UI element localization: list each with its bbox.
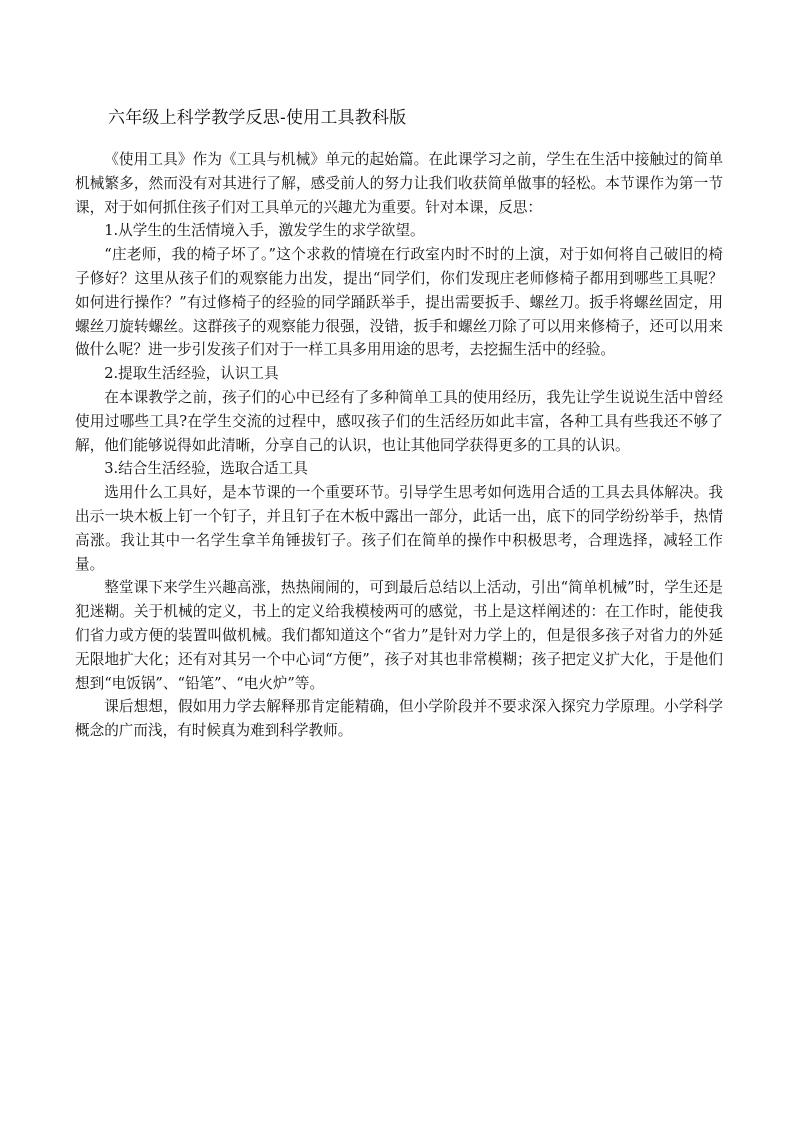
section-paragraph-3: 选用什么工具好，是本节课的一个重要环节。引导学生思考如何选用合适的工具去具体解决。我出示一块木板上钉一个钉子，并且钉子在木板中露出一部分，此话一出，底下的同学纷纷举手，热情高涨。我让其中一名学生拿羊角锤拔钉子。孩子们在简单的操作中积极思考，合理选择，减轻工作量。 [75, 484, 723, 573]
afterthought-paragraph: 课后想想，假如用力学去解释那肯定能精确，但小学阶段并不要求深入探究力学原理。小学科学概念的广而浅，有时候真为难到科学教师。 [75, 698, 723, 740]
section-heading-2: 2.提取生活经验，认识工具 [104, 365, 279, 383]
document-body [75, 148, 723, 743]
section-heading-1: 1.从学生的生活情境入手，激发学生的求学欲望。 [104, 222, 425, 240]
section-paragraph-2: 在本课教学之前，孩子们的心中已经有了多种简单工具的使用经历，我先让学生说说生活中曾经使用过哪些工具?在学生交流的过程中，感叹孩子们的生活经历如此丰富，各种工具有些我还不够了解，他们能够说得如此清晰，分享自己的认识，也让其他同学获得更多的工具的认识。 [75, 388, 723, 454]
summary-paragraph: 整堂课下来学生兴趣高涨，热热闹闹的，可到最后总结以上活动，引出“简单机械”时，学生还是犯迷糊。关于机械的定义，书上的定义给我模棱两可的感觉，书上是这样阐述的：在工作时，能使我们省力或方便的装置叫做机械。我们都知道这个“省力”是针对力学上的，但是很多孩子对省力的外延无限地扩大化；还有对其另一个中心词“方便”，孩子对其也非常模糊；孩子把定义扩大化，于是他们想到“电饭锅”、“铅笔”、“电火炉”等。 [75, 579, 723, 692]
section-paragraph-1: “庄老师，我的椅子坏了。”这个求救的情境在行政室内时不时的上演，对于如何将自己破旧的椅子修好？这里从孩子们的观察能力出发，提出“同学们，你们发现庄老师修椅子都用到哪些工具呢？如何进行操作？”有过修椅子的经验的同学踊跃举手，提出需要扳手、螺丝刀。扳手将螺丝固定，用螺丝刀旋转螺丝。这群孩子的观察能力很强，没错，扳手和螺丝刀除了可以用来修椅子，还可以用来做什么呢？进一步引发孩子们对于一样工具多用用途的思考，去挖掘生活中的经验。 [75, 246, 723, 359]
intro-paragraph: 《使用工具》作为《工具与机械》单元的起始篇。在此课学习之前，学生在生活中接触过的简单机械繁多，然而没有对其进行了解，感受前人的努力让我们收获简单做事的轻松。本节课作为第一节课，对于如何抓住孩子们对工具单元的兴趣尤为重要。针对本课，反思： [75, 151, 723, 216]
document-title: 六年级上科学教学反思-使用工具教科版 [108, 108, 407, 128]
section-heading-3: 3.结合生活经验，选取合适工具 [104, 460, 308, 478]
